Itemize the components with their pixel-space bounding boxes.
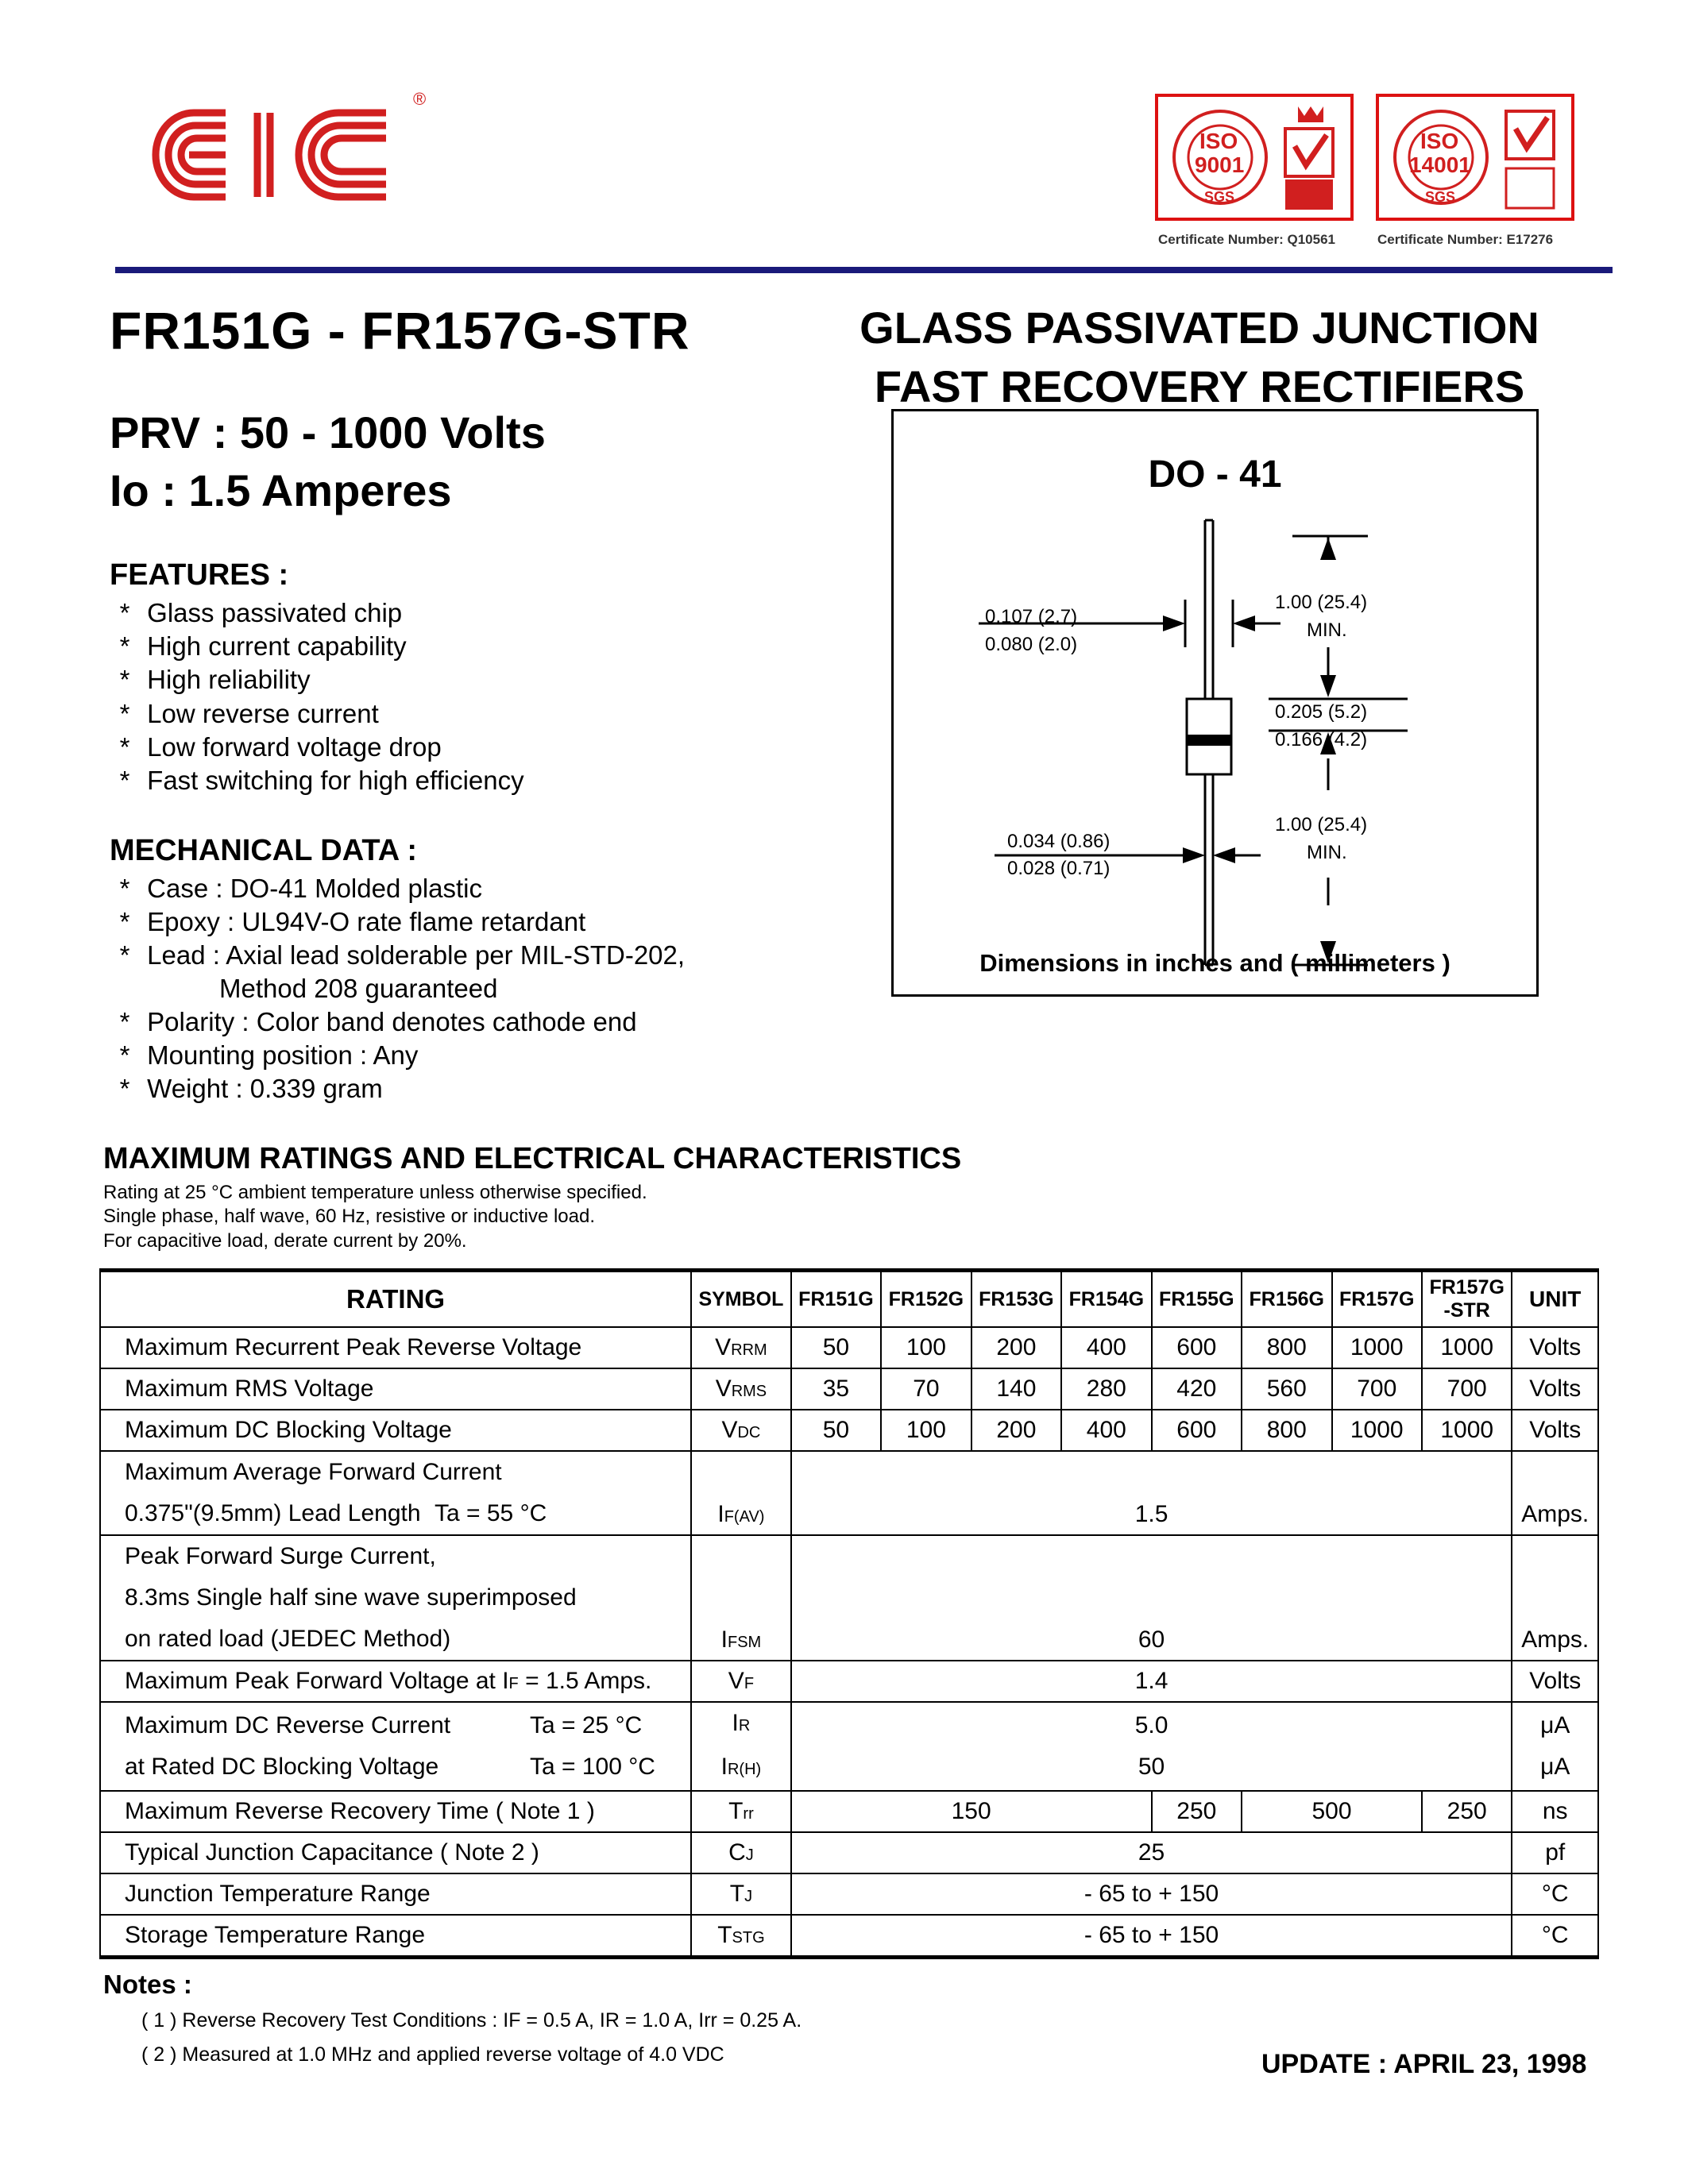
col-fr157g: FR157G: [1332, 1271, 1422, 1328]
ratings-table: [99, 1268, 1599, 1959]
table-row: Peak Forward Surge Current, 8.3ms Single half sine wave superimposed on rated load (JEDEC Method) IFSM 60 Amps.: [100, 1535, 1598, 1661]
subtitle-line-1: GLASS PASSIVATED JUNCTION: [859, 303, 1539, 353]
registered-mark: ®: [413, 89, 427, 109]
dim-body-dia-min: 0.080 (2.0): [985, 634, 1078, 655]
do41-outline-drawing: [891, 409, 1539, 997]
col-fr157g-str: FR157G -STR: [1422, 1271, 1512, 1328]
col-fr153g: FR153G: [971, 1271, 1061, 1328]
dim-lead-dia-max: 0.034 (0.86): [1007, 831, 1111, 852]
feature-item: * High current capability: [119, 631, 407, 661]
table-row: Maximum Average Forward Current 0.375"(9.5mm) Lead Length Ta = 55 °C IF(AV) 1.5 Amps.: [100, 1451, 1598, 1535]
mechanical-item: * Case : DO-41 Molded plastic: [119, 874, 483, 903]
table-row: Maximum DC Reverse Current Ta = 25 °C at Rated DC Blocking Voltage Ta = 100 °C IR IR(H) 5.0 50 μA μA: [100, 1702, 1598, 1791]
col-fr151g: FR151G: [791, 1271, 881, 1328]
col-fr154g: FR154G: [1061, 1271, 1151, 1328]
mechanical-item: * Lead : Axial lead solderable per MIL-STD-202,: [119, 940, 686, 970]
table-row: Maximum RMS Voltage VRMS 35 70 140 280 420 560 700 700 Volts: [100, 1368, 1598, 1410]
rating-condition: Rating at 25 °C ambient temperature unless otherwise specified.: [103, 1182, 647, 1203]
iso14001-seal-icon: [1379, 97, 1571, 218]
rating-condition: For capacitive load, derate current by 20%.: [103, 1230, 467, 1252]
package-title: DO - 41: [1148, 453, 1282, 496]
table-row: Junction Temperature Range TJ - 65 to + 150 °C: [100, 1873, 1598, 1915]
cert-number-2: Certificate Number: E17276: [1377, 232, 1554, 247]
dim-body-dia-max: 0.107 (2.7): [985, 606, 1078, 627]
dim-body-length-max: 0.205 (5.2): [1275, 701, 1368, 723]
note-1: ( 1 ) Reverse Recovery Test Conditions : IF = 0.5 A, IR = 1.0 A, Irr = 0.25 A.: [141, 2009, 802, 2032]
dim-body-length-min: 0.166 (4.2): [1275, 729, 1368, 751]
io-rating: Io : 1.5 Amperes: [110, 465, 452, 515]
update-date: UPDATE : APRIL 23, 1998: [1261, 2049, 1587, 2079]
feature-item: * Low forward voltage drop: [119, 732, 442, 762]
dim-lead-length-top: 1.00 (25.4): [1275, 592, 1368, 613]
iso9001-seal-icon: [1158, 97, 1350, 218]
dim-lead-dia-min: 0.028 (0.71): [1007, 858, 1111, 879]
iso9001-cert-badge: ISO 9001 SGS: [1155, 94, 1354, 221]
col-unit: UNIT: [1512, 1271, 1598, 1328]
mechanical-item: * Polarity : Color band denotes cathode end: [119, 1007, 637, 1036]
dimensions-caption: Dimensions in inches and ( millimeters ): [979, 949, 1450, 977]
feature-item: * Glass passivated chip: [119, 598, 403, 627]
note-2: ( 2 ) Measured at 1.0 MHz and applied reverse voltage of 4.0 VDC: [141, 2043, 724, 2066]
rating-condition: Single phase, half wave, 60 Hz, resistive or inductive load.: [103, 1206, 595, 1227]
mechanical-heading: MECHANICAL DATA :: [110, 834, 417, 867]
col-symbol: SYMBOL: [691, 1271, 791, 1328]
col-fr156g: FR156G: [1242, 1271, 1331, 1328]
part-number-title: FR151G - FR157G-STR: [110, 301, 690, 360]
table-row: Maximum Recurrent Peak Reverse Voltage VRRM 50 100 200 400 600 800 1000 1000 Volts: [100, 1327, 1598, 1368]
feature-item: * High reliability: [119, 665, 311, 694]
col-fr155g: FR155G: [1152, 1271, 1242, 1328]
table-row: Maximum Peak Forward Voltage at IF = 1.5 Amps. VF 1.4 Volts: [100, 1661, 1598, 1702]
iso14001-cert-badge: ISO 14001 SGS: [1376, 94, 1574, 221]
mechanical-item: * Weight : 0.339 gram: [119, 1074, 383, 1103]
mechanical-item: * Mounting position : Any: [119, 1040, 419, 1070]
feature-item: * Fast switching for high efficiency: [119, 766, 524, 795]
mechanical-item-cont: Method 208 guaranteed: [219, 974, 498, 1003]
dim-lead-length-top-min: MIN.: [1307, 619, 1347, 641]
notes-heading: Notes :: [103, 1970, 192, 1999]
mechanical-item: * Epoxy : UL94V-O rate flame retardant: [119, 907, 586, 936]
subtitle-line-2: FAST RECOVERY RECTIFIERS: [874, 361, 1525, 411]
table-row: Maximum Reverse Recovery Time ( Note 1 ) Trr 150 250 500 250 ns: [100, 1791, 1598, 1832]
eic-logo: [148, 95, 434, 214]
dim-lead-length-bottom-min: MIN.: [1307, 842, 1347, 863]
col-fr152g: FR152G: [881, 1271, 971, 1328]
features-heading: FEATURES :: [110, 558, 289, 592]
table-row: Typical Junction Capacitance ( Note 2 ) CJ 25 pf: [100, 1832, 1598, 1873]
col-rating: RATING: [100, 1271, 691, 1328]
feature-item: * Low reverse current: [119, 699, 379, 728]
table-row: Storage Temperature Range TSTG - 65 to + 150 °C: [100, 1915, 1598, 1958]
header-rule: [115, 267, 1613, 273]
ratings-heading: MAXIMUM RATINGS AND ELECTRICAL CHARACTERISTICS: [103, 1142, 962, 1175]
dim-lead-length-bottom: 1.00 (25.4): [1275, 814, 1368, 835]
table-header-row: [100, 1271, 1598, 1328]
table-row: Maximum DC Blocking Voltage VDC 50 100 200 400 600 800 1000 1000 Volts: [100, 1410, 1598, 1451]
cert-number-1: Certificate Number: Q10561: [1158, 232, 1335, 247]
prv-rating: PRV : 50 - 1000 Volts: [110, 407, 546, 457]
